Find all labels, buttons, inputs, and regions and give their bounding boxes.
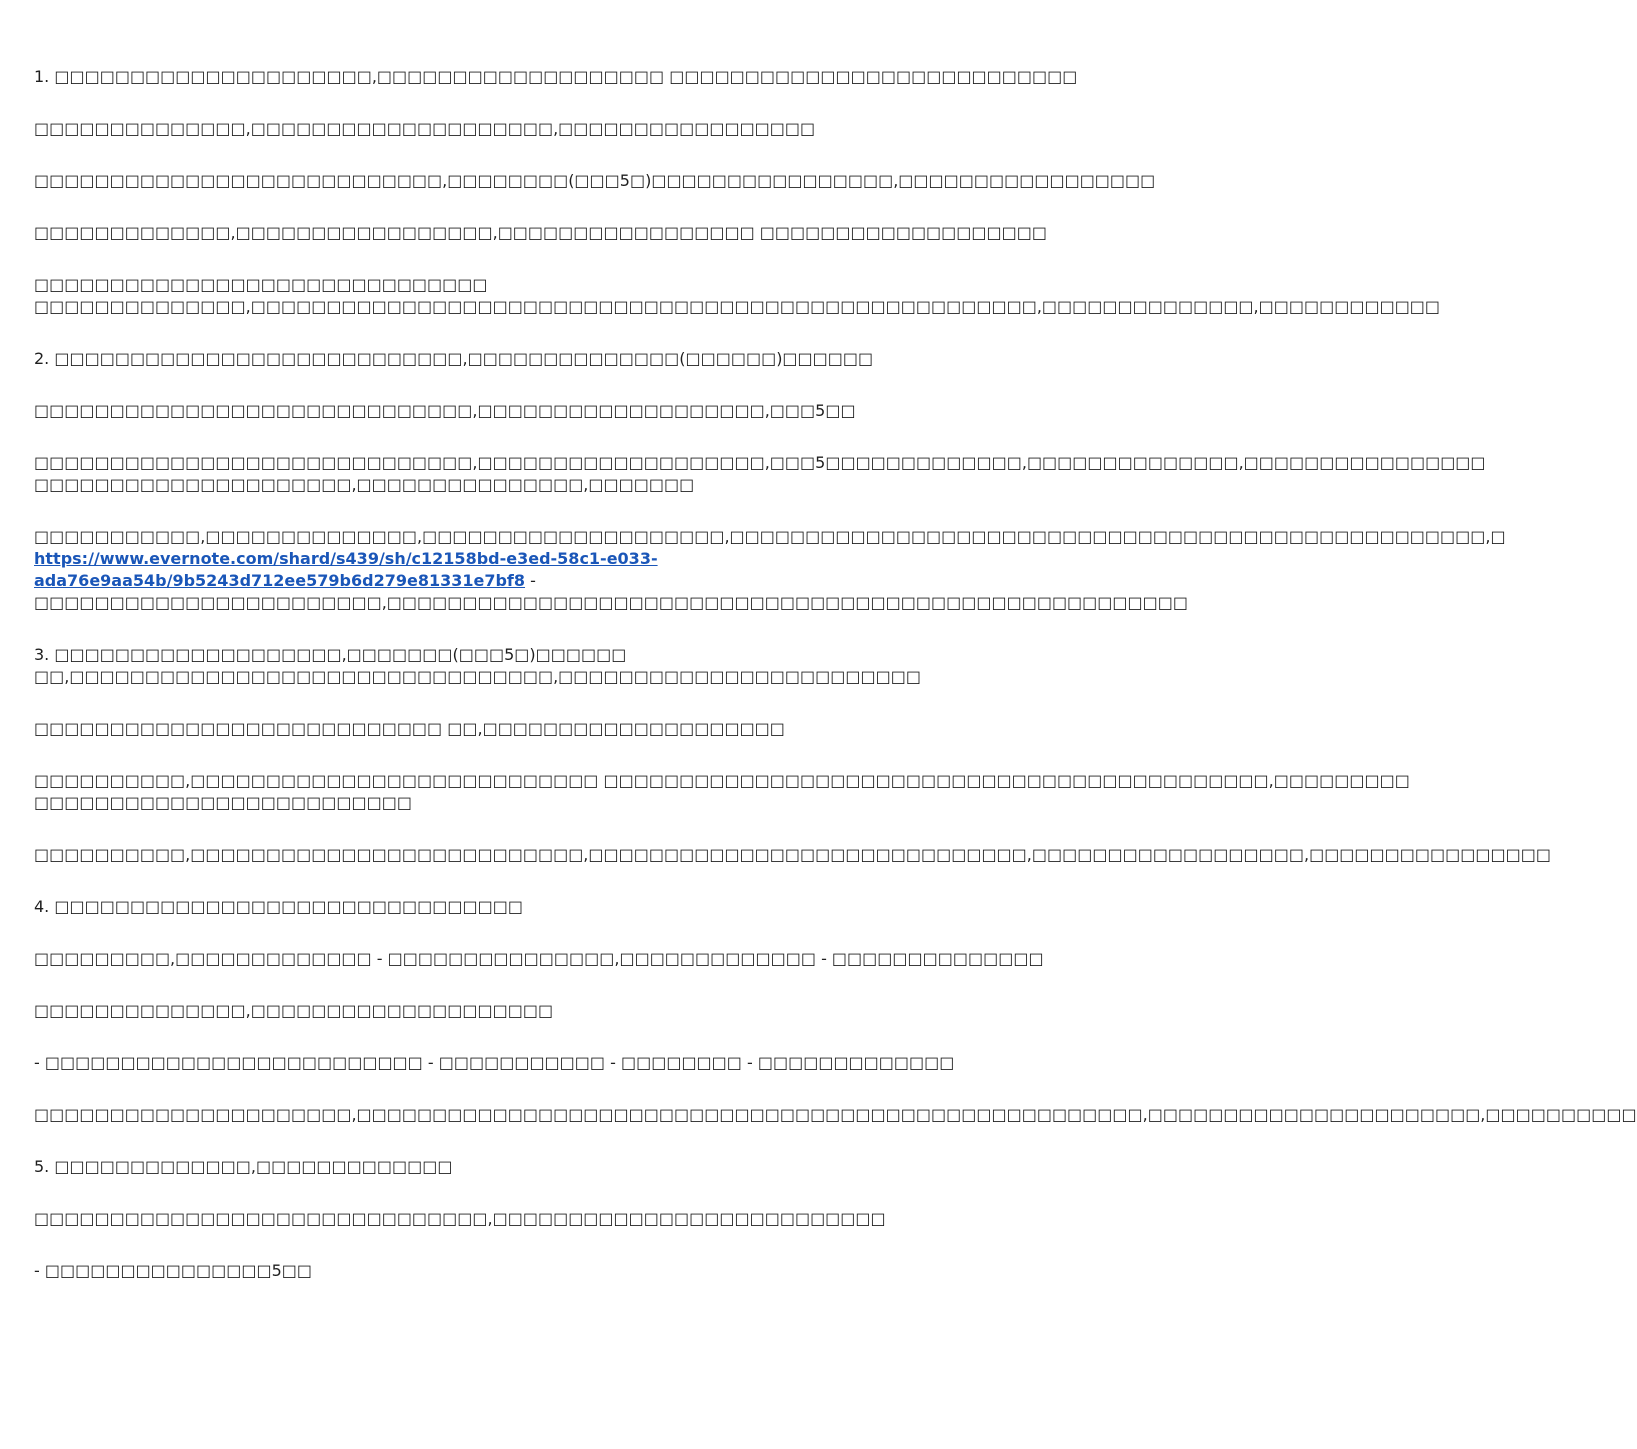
text-line: □□□□□□□□□□,□□□□□□□□□□□□□□□□□□□□□□□□□□□ □□□□□□□□□□□□□□□□□□□□□□□□□□□□□□□□□□□□□□□□□□□□,□□□□□□□□□ — [34, 771, 1410, 790]
document-body — [34, 66, 1637, 1282]
link-suffix: - — [525, 571, 536, 590]
paragraph-17 — [34, 1052, 990, 1074]
text-line: □□□□□□□□□□□□□□,□□□□□□□□□□□□□□□□□□□□□□□□□□□□□□□□□□□□□□□□□□□□□□□□□□□□,□□□□□□□□□□□□□□,□□□□□□□□□□□□ — [34, 297, 1441, 316]
text-line: □□,□□□□□□□□□□□□□□□□□□□□□□□□□□□□□□□□,□□□□□□□□□□□□□□□□□□□□□□□□ — [34, 667, 921, 686]
text-line: □□□□□□□□□□□□□,□□□□□□□□□□□□□□□□□,□□□□□□□□□□□□□□□□□ □□□□□□□□□□□□□□□□□□□ — [34, 223, 1047, 242]
paragraph-1 — [34, 66, 1078, 88]
paragraph-13 — [34, 844, 1551, 866]
link-line-1 — [34, 548, 990, 570]
text-line: □□□□□□□□□□□□□□,□□□□□□□□□□□□□□□□□□□□,□□□□□□□□□□□□□□□□□ — [34, 119, 816, 138]
text-line: □□□□□□□□□□□□□□□□□□□□□,□□□□□□□□□□□□□□□,□□□□□□□ — [34, 475, 695, 494]
paragraph-4 — [34, 222, 1047, 244]
text-line: 4. □□□□□□□□□□□□□□□□□□□□□□□□□□□□□□□ — [34, 897, 523, 916]
text-line: □□□□□□□□□□□□□□□□□□□□□□□□□□□□□□ — [34, 275, 488, 294]
text-line: 2. □□□□□□□□□□□□□□□□□□□□□□□□□□□,□□□□□□□□□□□□□□(□□□□□□)□□□□□□ — [34, 349, 874, 368]
paragraph-12 — [34, 770, 1410, 814]
text-line: - □□□□□□□□□□□□□□□□□□□□□□□□□ - □□□□□□□□□□□ - □□□□□□□□ - □□□□□□□□□□□□□ — [34, 1053, 955, 1072]
paragraph-16 — [34, 1000, 990, 1022]
text-line: 3. □□□□□□□□□□□□□□□□□□□,□□□□□□□(□□□5□)□□□□□□ — [34, 645, 627, 664]
text-line: □□□□□□□□□□,□□□□□□□□□□□□□□□□□□□□□□□□□□,□□□□□□□□□□□□□□□□□□□□□□□□□□□□□,□□□□□□□□□□□□□□□□□□,□□□□□□□□□□□□□□□□ — [34, 845, 1551, 864]
text-line: □□□□□□□□□□□□□□□□□□□□□□□□□□□□□,□□□□□□□□□□□□□□□□□□□,□□□5□□□□□□□□□□□□□,□□□□□□□□□□□□□□,□□□□□□□□□□□□□□□□ — [34, 453, 1486, 472]
text-line: □□□□□□□□□□□□□□□□□□□□□□□□□□□□□□,□□□□□□□□□□□□□□□□□□□□□□□□□□ — [34, 1209, 886, 1228]
paragraph-2 — [34, 118, 990, 140]
text-line: □□□□□□□□□□□□□□□□□□□□□□□□□□□,□□□□□□□□(□□□5□)□□□□□□□□□□□□□□□□,□□□□□□□□□□□□□□□□□ — [34, 171, 1156, 190]
paragraph-15 — [34, 948, 1044, 970]
paragraph-9 — [34, 526, 1506, 614]
text-line: 1. □□□□□□□□□□□□□□□□□□□□□,□□□□□□□□□□□□□□□□□□□ □□□□□□□□□□□□□□□□□□□□□□□□□□□ — [34, 67, 1078, 86]
text-line: □□□□□□□□□□□□□□□□□□□□□□□□□□□ □□,□□□□□□□□□□□□□□□□□□□□ — [34, 719, 785, 738]
text-line: □□□□□□□□□□□,□□□□□□□□□□□□□□,□□□□□□□□□□□□□□□□□□□□,□□□□□□□□□□□□□□□□□□□□□□□□□□□□□□□□□□□□□□□□□□□□□□□□□□,□ — [34, 527, 1506, 546]
evernote-link-part-2[interactable]: ada76e9aa54b/9b5243d712ee579b6d279e81331e7bf8 — [34, 571, 526, 590]
paragraph-21 — [34, 1260, 990, 1282]
paragraph-3 — [34, 170, 1156, 192]
evernote-link-part-1[interactable]: https://www.evernote.com/shard/s439/sh/c12158bd-e3ed-58c1-e033- — [34, 549, 658, 568]
paragraph-7 — [34, 400, 990, 422]
paragraph-6 — [34, 348, 990, 370]
text-line: □□□□□□□□□□□□□□□□□□□□□,□□□□□□□□□□□□□□□□□□□□□□□□□□□□□□□□□□□□□□□□□□□□□□□□□□□□,□□□□□□□□□□□□□□□□□□□□□□,□□□□□□□□□□ — [34, 1105, 1637, 1124]
paragraph-5 — [34, 274, 1441, 318]
paragraph-18 — [34, 1104, 1637, 1126]
text-line: - □□□□□□□□□□□□□□□5□□ — [34, 1261, 313, 1280]
text-line: □□□□□□□□□□□□□□□□□□□□□□□□□□□□□,□□□□□□□□□□□□□□□□□□□,□□□5□□ — [34, 401, 856, 420]
paragraph-11 — [34, 718, 990, 740]
text-line: □□□□□□□□□□□□□□□□□□□□□□□□□ — [34, 793, 412, 812]
text-line: □□□□□□□□□,□□□□□□□□□□□□□ - □□□□□□□□□□□□□□□,□□□□□□□□□□□□□ - □□□□□□□□□□□□□□ — [34, 949, 1044, 968]
paragraph-10 — [34, 644, 990, 688]
paragraph-8 — [34, 452, 1486, 496]
text-line: □□□□□□□□□□□□□□,□□□□□□□□□□□□□□□□□□□□ — [34, 1001, 554, 1020]
paragraph-20 — [34, 1208, 990, 1230]
paragraph-19 — [34, 1156, 990, 1178]
text-line: 5. □□□□□□□□□□□□□,□□□□□□□□□□□□□ — [34, 1157, 453, 1176]
text-line: □□□□□□□□□□□□□□□□□□□□□□□,□□□□□□□□□□□□□□□□□□□□□□□□□□□□□□□□□□□□□□□□□□□□□□□□□□□□□ — [34, 593, 1188, 612]
paragraph-14 — [34, 896, 990, 918]
link-line-2 — [34, 570, 990, 592]
